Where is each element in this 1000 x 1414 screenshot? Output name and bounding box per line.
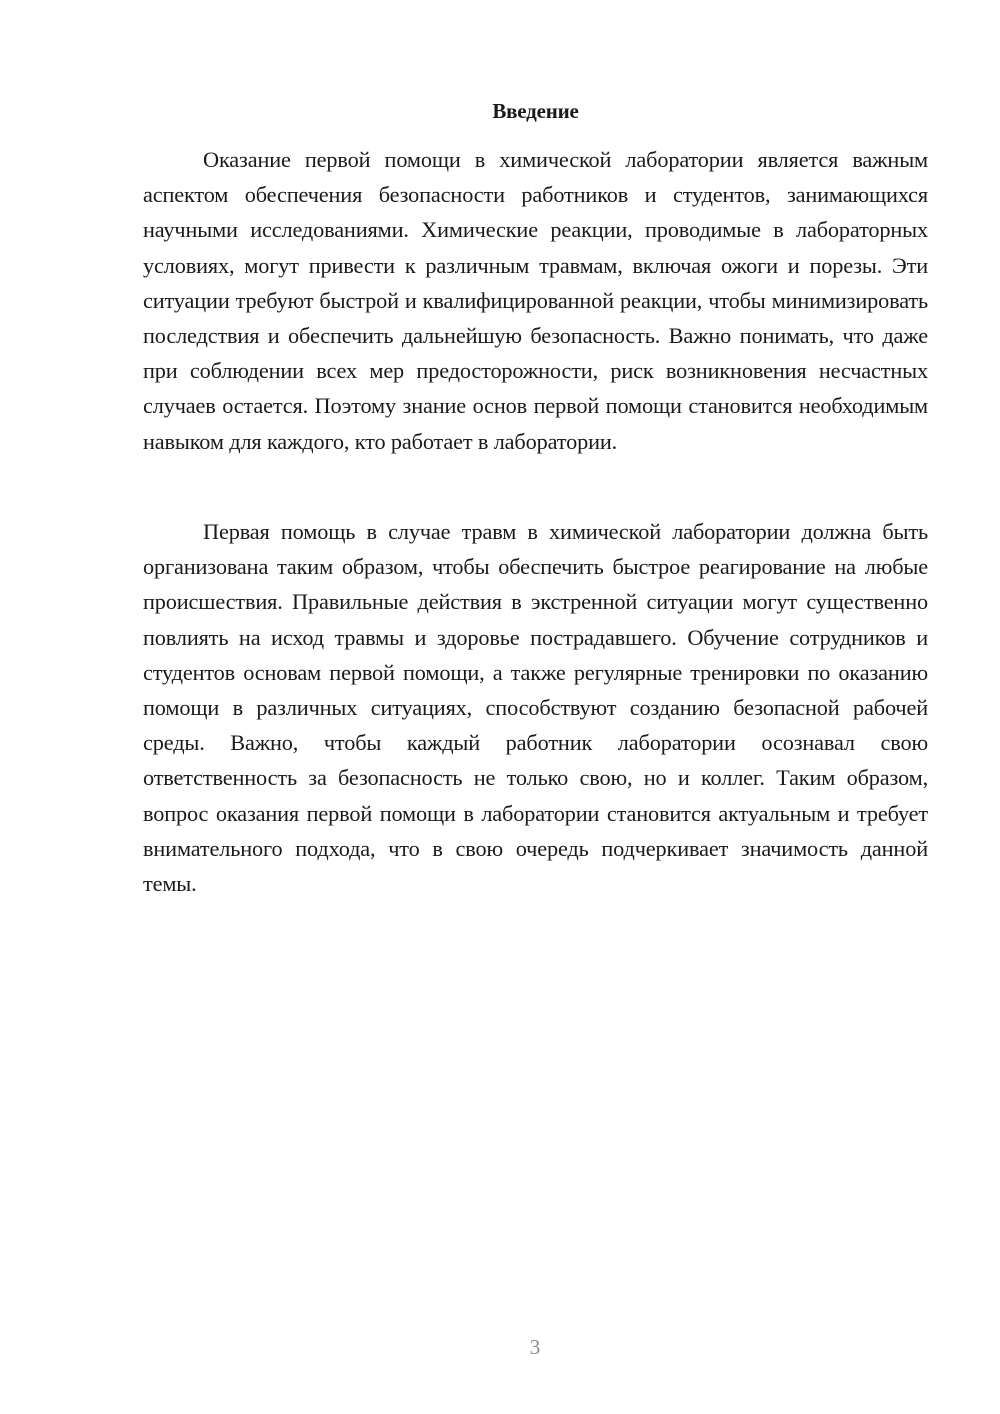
section-title: Введение — [492, 99, 579, 123]
page-number: 3 — [529, 1335, 541, 1359]
paragraph-intro: Оказание первой помощи в химической лаборатории является важным аспектом обеспечения безопасности работников и студентов, занимающихся научными исследованиями. Химические реакции, проводимые в лабораторных условиях, могут привести к различным травмам, включая ожоги и порезы. Эти ситуации требуют быстрой и квалифицированной реакции, чтобы минимизировать последствия и обеспечить дальнейшую безопасность. Важно понимать, что даже при соблюдении всех мер предосторожности, риск возникновения несчастных случаев остается. Поэтому знание основ первой помощи становится необходимым навыком для каждого, кто работает в лаборатории. — [143, 147, 928, 454]
paragraph-first-aid-organization: Первая помощь в случае травм в химической лаборатории должна быть организована таким образом, чтобы обеспечить быстрое реагирование на любые происшествия. Правильные действия в экстренной ситуации могут существенно повлиять на исход травмы и здоровье пострадавшего. Обучение сотрудников и студентов основам первой помощи, а также регулярные тренировки по оказанию помощи в различных ситуациях, способствуют созданию безопасной рабочей среды. Важно, чтобы каждый работник лаборатории осознавал свою ответственность за безопасность не только свою, но и коллег. Таким образом, вопрос оказания первой помощи в лаборатории становится актуальным и требует внимательного подхода, что в свою очередь подчеркивает значимость данной темы. — [143, 519, 928, 897]
